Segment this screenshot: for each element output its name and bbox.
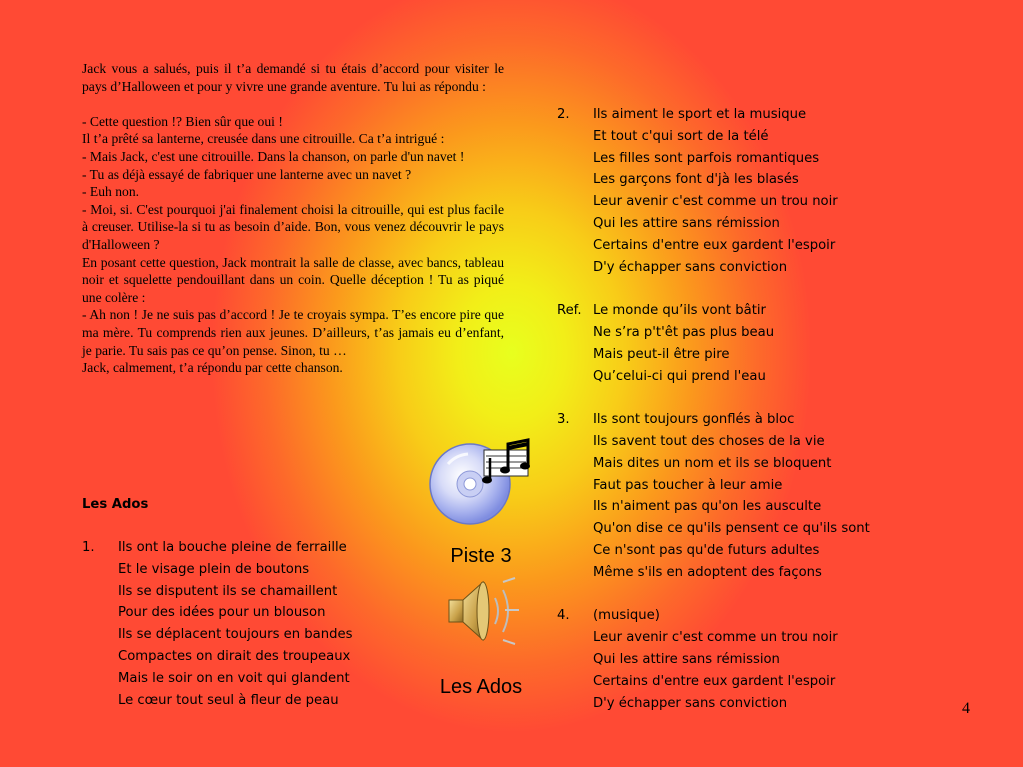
audio-label: Les Ados — [439, 676, 523, 698]
lyric-line: Certains d'entre eux gardent l'espoir — [593, 237, 836, 253]
intro-paragraph: Il t’a prêté sa lanterne, creusée dans une citrouille. Ca t’a intrigué : — [82, 131, 445, 147]
intro-paragraph: - Cette question !? Bien sûr que oui ! — [82, 113, 283, 129]
intro-text — [82, 60, 504, 377]
lyric-line: Leur avenir c'est comme un trou noir — [593, 194, 838, 210]
verse-number: 3. — [557, 412, 570, 428]
lyric-line: Pour des idées pour un blouson — [118, 605, 326, 621]
lyrics-right-column — [557, 104, 870, 714]
lyric-line: Mais peut-il être pire — [593, 346, 730, 362]
track-label: Piste 3 — [450, 545, 512, 567]
speaker-icon[interactable] — [443, 576, 523, 648]
lyric-line: Ils se déplacent toujours en bandes — [118, 627, 353, 643]
lyric-line: D'y échapper sans conviction — [593, 695, 788, 711]
lyric-line: Ils n'aiment pas qu'on les ausculte — [593, 499, 822, 515]
lyric-line: Ils aiment le sport et la musique — [593, 107, 807, 122]
verse-4 — [557, 605, 870, 714]
intro-paragraph: - Ah non ! Je ne suis pas d’accord ! Je te croyais sympa. T’es encore pire que ma mère. Tu comprends rien aux jeunes. D’ailleurs, t’as jamais eu d’enfant, je parie. Tu sais pas ce qu’on pense. Sinon, tu … — [82, 307, 504, 358]
lyric-line: Et le visage plein de boutons — [118, 561, 310, 577]
lyric-line: D'y échapper sans conviction — [593, 259, 788, 275]
lyric-line: Qui les attire sans rémission — [593, 215, 780, 231]
lyric-line: Ils se disputent ils se chamaillent — [118, 583, 338, 599]
lyric-line: Qu'on dise ce qu'ils pensent ce qu'ils sont — [593, 521, 870, 537]
verse-3 — [557, 409, 870, 583]
verse-number: 2. — [557, 107, 570, 122]
lyric-line: Compactes on dirait des troupeaux — [118, 648, 351, 664]
lyric-line: Certains d'entre eux gardent l'espoir — [593, 673, 836, 689]
intro-paragraph: En posant cette question, Jack montrait la salle de classe, avec bancs, tableau noir et squelette pendouillant dans un coin. Quelle déception ! Tu as piqué une colère : — [82, 254, 504, 305]
lyric-line: Ne s’ra p't'êt pas plus beau — [593, 324, 775, 340]
lyric-line: Le monde qu’ils vont bâtir — [593, 303, 766, 319]
verse-number: 1. — [82, 540, 95, 555]
lyric-line: Les filles sont parfois romantiques — [593, 150, 820, 166]
lyric-line: Le cœur tout seul à fleur de peau — [118, 692, 339, 708]
lyric-line: Qui les attire sans rémission — [593, 651, 780, 667]
lyric-line: Leur avenir c'est comme un trou noir — [593, 630, 838, 646]
lyric-line: Qu’celui-ci qui prend l'eau — [593, 368, 766, 384]
song-title: Les Ados — [82, 497, 149, 512]
intro-paragraph: - Euh non. — [82, 184, 140, 200]
lyric-line: (musique) — [593, 608, 660, 624]
lyric-line: Mais dites un nom et ils se bloquent — [593, 455, 832, 471]
intro-paragraph: Jack vous a salués, puis il t’a demandé si tu étais d’accord pour visiter le pays d’Halloween et pour y vivre une grande aventure. Tu lui as répondu : — [82, 61, 504, 94]
lyric-line: Ils savent tout des choses de la vie — [593, 433, 825, 449]
lyric-line: Mais le soir on en voit qui glandent — [118, 670, 350, 686]
verse-number: 4. — [557, 608, 570, 624]
lyric-line: Les garçons font d'jà les blasés — [593, 172, 799, 188]
verse-2 — [557, 104, 870, 278]
verse-number: Ref. — [557, 303, 582, 319]
page-number: 4 — [962, 700, 970, 717]
intro-paragraph: - Mais Jack, c'est une citrouille. Dans la chanson, on parle d'un navet ! — [82, 148, 465, 164]
verse-1 — [82, 537, 352, 711]
cd-music-icon[interactable] — [428, 436, 536, 528]
lyric-line: Ils ont la bouche pleine de ferraille — [118, 540, 347, 555]
lyric-line: Ils sont toujours gonflés à bloc — [593, 412, 795, 428]
intro-paragraph: - Tu as déjà essayé de fabriquer une lanterne avec un navet ? — [82, 166, 412, 182]
intro-paragraph: Jack, calmement, t’a répondu par cette chanson. — [82, 360, 343, 376]
lyric-line: Ce n'sont pas qu'de futurs adultes — [593, 542, 820, 558]
lyric-line: Même s'ils en adoptent des façons — [593, 564, 822, 580]
refrain — [557, 300, 870, 387]
lyric-line: Et tout c'qui sort de la télé — [593, 128, 769, 144]
intro-paragraph: - Moi, si. C'est pourquoi j'ai finalement choisi la citrouille, qui est plus facile à creuser. Utilise-la si tu as besoin d’aide. Bon, vous venez découvrir le pays d'Halloween ? — [82, 201, 504, 252]
lyric-line: Faut pas toucher à leur amie — [593, 477, 783, 493]
